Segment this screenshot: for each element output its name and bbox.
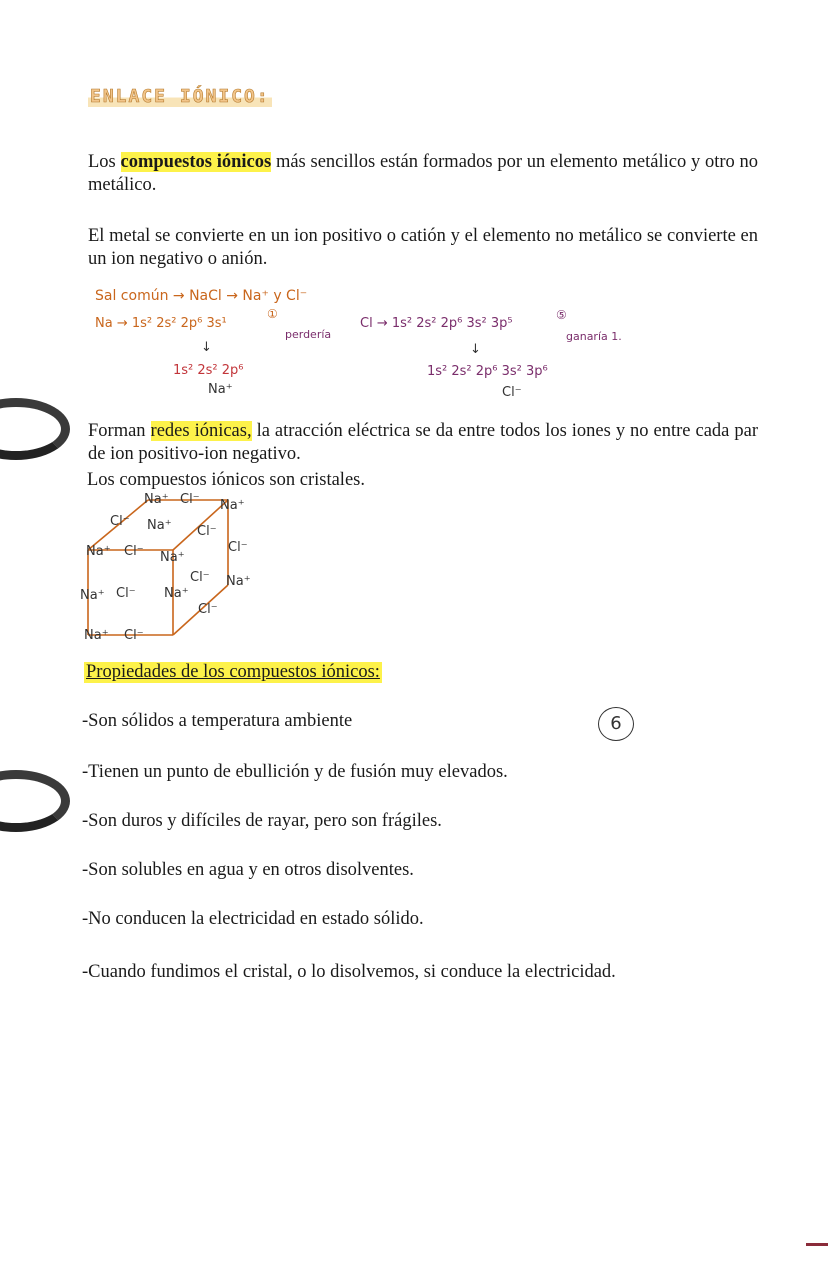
property-item: -Cuando fundimos el cristal, o lo disolvemos, si conduce la electricidad. [82, 962, 616, 982]
intro-paragraph-2: El metal se convierte en un ion positivo o catión y el elemento no metálico se convierte en un ion negativo o anión. [88, 226, 758, 269]
nacl-crystal-diagram [78, 490, 268, 650]
properties-title: Propiedades de los compuestos iónicos: [86, 662, 380, 682]
crystal-ion-label: Na⁺ [80, 588, 105, 603]
highlight-compuestos-ionicos: compuestos iónicos [120, 152, 272, 172]
note-cl-config: Cl → 1s² 2s² 2p⁶ 3s² 3p⁵ [360, 316, 513, 331]
redes-paragraph: Forman redes iónicas, la atracción eléctrica se da entre todos los iones y no entre cada par de ion positivo-ion negativo. [88, 421, 758, 464]
crystal-ion-label: Cl⁻ [110, 514, 130, 529]
crystal-ion-label: Cl⁻ [198, 602, 218, 617]
crystal-ion-label: Na⁺ [220, 498, 245, 513]
crystal-ion-label: Cl⁻ [190, 570, 210, 585]
property-item: -Son duros y difíciles de rayar, pero son frágiles. [82, 811, 442, 831]
note-line-salt: Sal común → NaCl → Na⁺ y Cl⁻ [95, 288, 308, 304]
binder-ring-top [0, 398, 70, 460]
intro-paragraph-1: Los compuestos iónicos más sencillos están formados por un elemento metálico y otro no metálico. [88, 152, 759, 195]
note-na-ion: Na⁺ [208, 382, 233, 397]
note-cl-ganaria: ganaría 1. [566, 330, 622, 343]
crystal-ion-label: Cl⁻ [180, 492, 200, 507]
property-item: -Son solubles en agua y en otros disolventes. [82, 860, 414, 880]
crystal-ion-label: Na⁺ [164, 586, 189, 601]
crystal-ion-label: Na⁺ [226, 574, 251, 589]
note-cl-ion: Cl⁻ [502, 385, 522, 400]
crystal-ion-label: Cl⁻ [124, 628, 144, 643]
property-item: -No conducen la electricidad en estado sólido. [82, 909, 424, 929]
binder-ring-bottom [0, 770, 70, 832]
crystal-ion-label: Na⁺ [147, 518, 172, 533]
property-item: -Son sólidos a temperatura ambiente [82, 711, 353, 731]
note-arrow-cl: ↓ [470, 342, 481, 357]
note-na-superscript: ① [267, 307, 278, 321]
crystal-ion-label: Cl⁻ [124, 544, 144, 559]
crystal-ion-label: Na⁺ [160, 550, 185, 565]
crystal-ion-label: Cl⁻ [197, 524, 217, 539]
note-na-config: Na → 1s² 2s² 2p⁶ 3s¹ [95, 316, 227, 331]
highlight-redes-ionicas: redes iónicas, [150, 421, 252, 441]
note-na-result: 1s² 2s² 2p⁶ [173, 363, 244, 378]
note-cl-result: 1s² 2s² 2p⁶ 3s² 3p⁶ [427, 364, 548, 379]
crystal-ion-label: Na⁺ [144, 492, 169, 507]
crystal-ion-label: Na⁺ [84, 628, 109, 643]
edge-mark [806, 1243, 828, 1246]
crystal-ion-label: Cl⁻ [116, 586, 136, 601]
crystal-ion-label: Cl⁻ [228, 540, 248, 555]
property-item: -Tienen un punto de ebullición y de fusión muy elevados. [82, 762, 508, 782]
crystal-ion-label: Na⁺ [86, 544, 111, 559]
note-na-perderia: perdería [285, 328, 332, 341]
page-title: ENLACE IÓNICO: [90, 86, 270, 107]
note-cl-superscript: ⑤ [556, 308, 567, 322]
page-number-badge: 6 [598, 707, 634, 741]
cristales-line: Los compuestos iónicos son cristales. [87, 470, 365, 490]
note-arrow-na: ↓ [201, 340, 212, 355]
